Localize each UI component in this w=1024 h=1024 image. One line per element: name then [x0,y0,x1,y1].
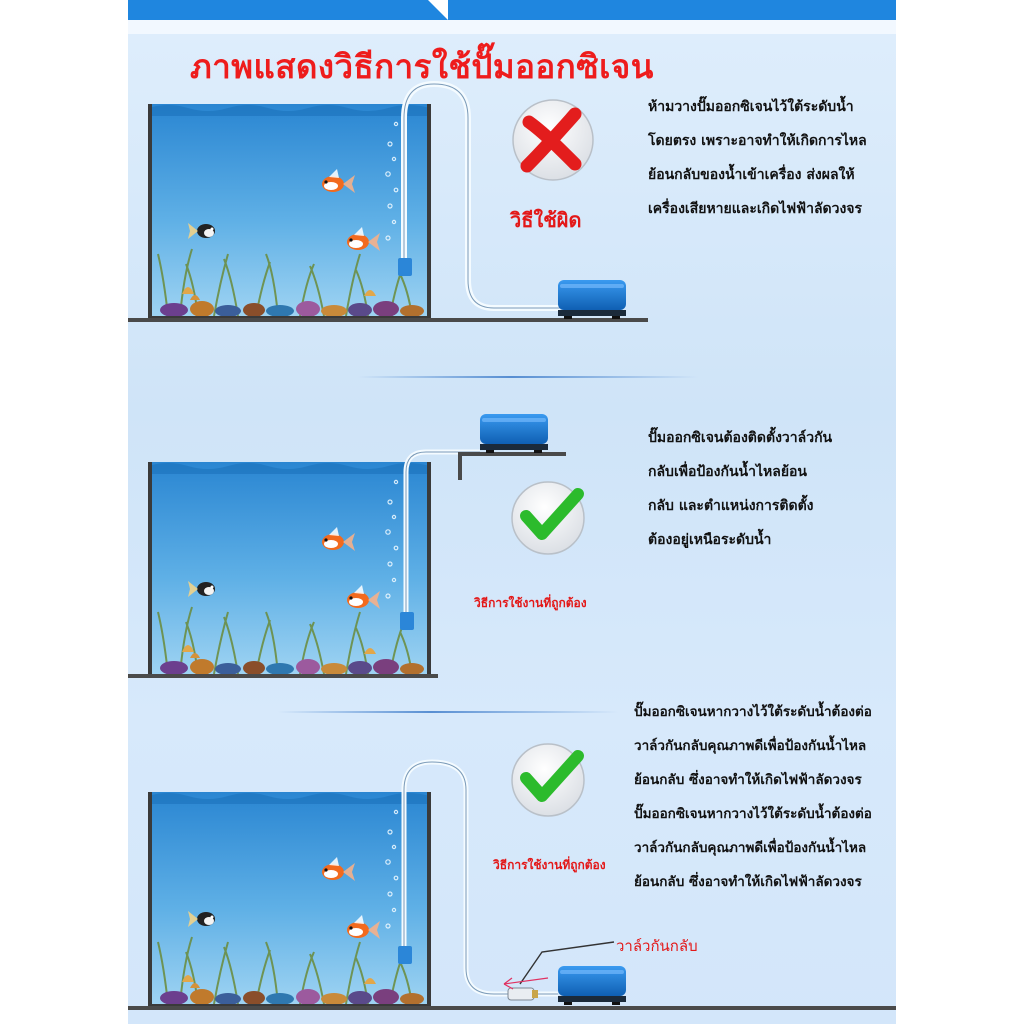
tank-wrong-illustration [148,104,431,320]
description-line: ปั๊มออกซิเจนหากวางไว้ใต้ระดับน้ำต้องต่อ [634,806,872,822]
description-line: ต้องอยู่เหนือระดับน้ำ [648,532,772,548]
description-line: ย้อนกลับ ซึ่งอาจทำให้เกิดไฟฟ้าลัดวงจร [634,874,862,890]
description-line: โดยตรง เพราะอาจทำให้เกิดการไหล [648,133,867,149]
description-line: วาล์วกันกลับคุณภาพดีเพื่อป้องกันน้ำไหล [634,840,867,856]
shelf-support [458,452,462,480]
instruction-card [128,0,896,1024]
check-icon [512,744,584,816]
tank-correct-illustration [148,462,431,678]
wrong-usage-description [648,90,867,226]
description-line: กลับ และตำแหน่งการติดตั้ง [648,498,814,514]
section-divider [358,376,698,378]
correct-usage-label: วิธีการใช้งานที่ถูกต้อง [493,858,606,872]
description-line: เครื่องเสียหายและเกิดไฟฟ้าลัดวงจร [648,201,863,217]
floor-line [128,674,438,678]
check-valve [508,988,538,1000]
floor-line [128,1006,896,1010]
air-stone [400,612,414,630]
section-divider [278,711,618,713]
valve-usage-description [634,695,872,899]
air-pump-with-valve [558,966,626,1005]
correct-usage-label: วิธีการใช้งานที่ถูกต้อง [474,596,587,610]
valve-callout-label: วาล์วกันกลับ [616,937,698,955]
shelf [458,452,566,456]
air-stone [398,946,412,964]
check-icon [512,482,584,554]
cross-icon [513,100,593,180]
description-line: วาล์วกันกลับคุณภาพดีเพื่อป้องกันน้ำไหล [634,738,867,754]
description-line: ปั๊มออกซิเจนต้องติดตั้งวาล์วกัน [648,430,833,446]
description-line: ย้อนกลับของน้ำเข้าเครื่อง ส่งผลให้ [648,167,855,183]
correct-usage-description [648,421,832,557]
tank-valve-illustration [148,792,431,1008]
description-line: ปั๊มออกซิเจนหากวางไว้ใต้ระดับน้ำต้องต่อ [634,704,872,720]
air-pump-above [480,414,548,453]
wrong-usage-label: วิธีใช้ผิด [510,208,582,232]
air-pump-underwater [558,280,626,319]
air-stone [398,258,412,276]
description-line: ย้อนกลับ ซึ่งอาจทำให้เกิดไฟฟ้าลัดวงจร [634,772,862,788]
page-title: ภาพแสดงวิธีการใช้ปั๊มออกซิเจน [190,47,654,86]
description-line: กลับเพื่อป้องกันน้ำไหลย้อน [648,464,808,480]
description-line: ห้ามวางปั๊มออกซิเจนไว้ใต้ระดับน้ำ [648,99,854,115]
